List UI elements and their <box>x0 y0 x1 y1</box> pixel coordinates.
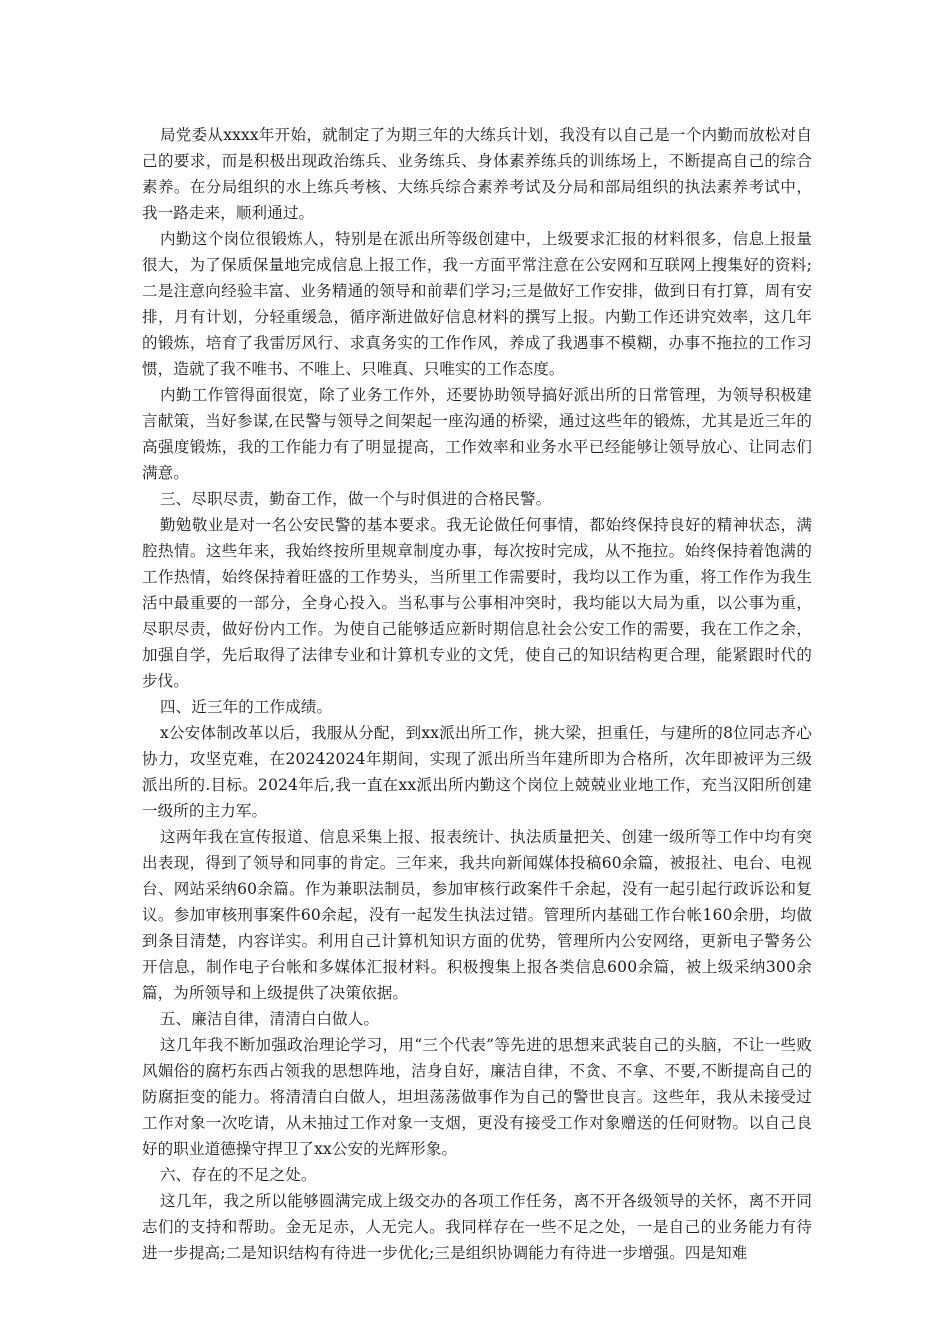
paragraph-diligence: 勤勉敬业是对一名公安民警的基本要求。我无论做任何事情，都始终保持良好的精神状态，满腔热情。这些年来，我始终按所里规章制度办事，每次按时完成，从不拖拉。始终保持着饱满的工作热情，始终保持着旺盛的工作势头，当所里工作需要时，我均以工作为重，将工作作为我生活中最重要的一部分，全身心投入。当私事与公事相冲突时，我均能以大局为重，以公事为重，尽职尽责，做好份内工作。为使自己能够适应新时期信息社会公安工作的需要，我在工作之余，加强自学，先后取得了法律专业和计算机专业的文凭，使自己的知识结构更合理，能紧跟时代的步伐。 <box>142 516 812 690</box>
paragraph-internal-duty: 内勤这个岗位很锻炼人，特别是在派出所等级创建中，上级要求汇报的材料很多，信息上报量很大，为了保质保量地完成信息上报工作，我一方面平常注意在公安网和互联网上搜集好的资料;二是注意向经验丰富、业务精通的领导和前辈们学习;三是做好工作安排，做到日有打算，周有安排，月有计划，分轻重缓急，循序渐进做好信息材料的撰写上报。内勤工作还讲究效率，这几年的锻炼，培育了我雷厉风行、求真务实的工作作风，养成了我遇事不模糊，办事不拖拉的工作习惯，造就了我不唯书、不唯上、只唯真、只唯实的工作态度。 <box>142 230 812 378</box>
paragraph-integrity: 这几年我不断加强政治理论学习，用“三个代表”等先进的思想来武装自己的头脑，不让一些败风媚俗的腐朽东西占领我的思想阵地，洁身自好，廉洁自律，不贪、不拿、不要,不断提高自己的防腐拒变的能力。将清清白白做人，坦坦荡荡做事作为自己的警世良言。这些年，我从未接受过工作对象一次吃请，从未抽过工作对象一支烟，更没有接受工作对象赠送的任何财物。以自己良好的职业道德操守捍卫了xx公安的光辉形象。 <box>142 1036 812 1158</box>
paragraph-training: 局党委从xxxx年开始，就制定了为期三年的大练兵计划，我没有以自己是一个内勤而放松对自己的要求，而是积极出现政治练兵、业务练兵、身体素养练兵的训练场上，不断提高自己的综合素养。在分局组织的水上练兵考核、大练兵综合素养考试及分局和部局组织的执法素养考试中，我一路走来，顺利通过。 <box>142 126 812 222</box>
section-heading-5: 五、廉洁自律，清清白白做人。 <box>160 1010 380 1028</box>
section-heading-3: 三、尽职尽责，勤奋工作，做一个与时俱进的合格民警。 <box>160 490 552 508</box>
section-heading-4: 四、近三年的工作成绩。 <box>160 698 333 716</box>
paragraph-achievements: 这两年我在宣传报道、信息采集上报、报表统计、执法质量把关、创建一级所等工作中均有突出表现，得到了领导和同事的肯定。三年来，我共向新闻媒体投稿60余篇，被报社、电台、电视台、网站采纳60余篇。作为兼职法制员，参加审核行政案件千余起，没有一起引起行政诉讼和复议。参加审核刑事案件60余起，没有一起发生执法过错。管理所内基础工作台帐160余册，均做到条目清楚，内容详实。利用自己计算机知识方面的优势，管理所内公安网络，更新电子警务公开信息，制作电子台帐和多媒体汇报材料。积极搜集上报各类信息600余篇，被上级采纳300余篇，为所领导和上级提供了决策依据。 <box>142 828 812 1002</box>
section-heading-6: 六、存在的不足之处。 <box>160 1166 317 1184</box>
document-page <box>142 122 812 1266</box>
paragraph-reform: x公安体制改革以后，我服从分配，到xx派出所工作，挑大梁，担重任，与建所的8位同志齐心协力，攻坚克难，在20242024年期间，实现了派出所当年建所即为合格所，次年即被评为三级派出所的.目标。2024年后,我一直在xx派出所内勤这个岗位上兢兢业业地工作，充当汉阳所创建一级所的主力军。 <box>142 724 812 820</box>
paragraph-management: 内勤工作管得面很宽，除了业务工作外，还要协助领导搞好派出所的日常管理，为领导积极建言献策，当好参谋,在民警与领导之间架起一座沟通的桥梁，通过这些年的锻炼，尤其是近三年的高强度锻炼，我的工作能力有了明显提高，工作效率和业务水平已经能够让领导放心、让同志们满意。 <box>142 386 812 482</box>
paragraph-shortcomings: 这几年，我之所以能够圆满完成上级交办的各项工作任务，离不开各级领导的关怀，离不开同志们的支持和帮助。金无足赤，人无完人。我同样存在一些不足之处，一是自己的业务能力有待进一步提高;二是知识结构有待进一步优化;三是组织协调能力有待进一步增强。四是知难 <box>142 1192 812 1262</box>
